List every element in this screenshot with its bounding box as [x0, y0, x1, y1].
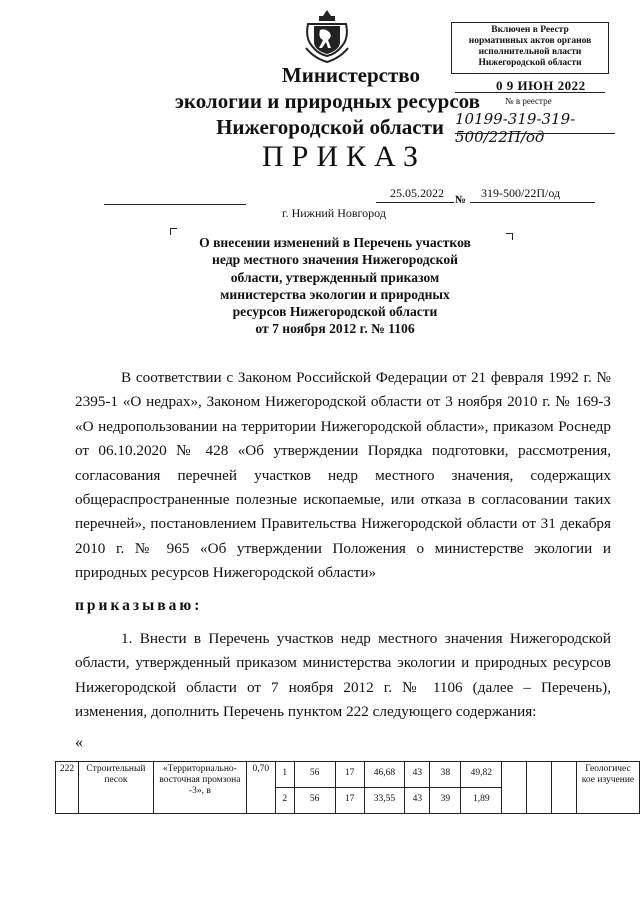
city: г. Нижний Новгород [282, 206, 386, 220]
ministry-line: экологии и природных ресурсов [174, 89, 480, 113]
order-subject [170, 234, 500, 338]
ministry-name [150, 62, 480, 140]
lon-degrees: 43 [405, 788, 430, 814]
subject-line: недр местного значения Нижегородской [212, 252, 458, 268]
site-name: «Территориально-восточная промзона -3», в [153, 762, 246, 814]
lon-minutes: 38 [430, 762, 461, 788]
date-underline [376, 202, 454, 203]
lat-seconds: 33,55 [364, 788, 405, 814]
order-date: 25.05.2022 [390, 186, 444, 200]
open-quote: « [75, 734, 83, 751]
stamp-line: Нижегородской области [478, 58, 582, 68]
order-number: 319-500/22П/од [481, 186, 561, 200]
row-number: 222 [56, 762, 79, 814]
empty-cell [502, 762, 527, 814]
lon-seconds: 49,82 [461, 762, 502, 788]
stamp-line: исполнительной власти [478, 47, 582, 57]
lat-degrees: 56 [294, 762, 335, 788]
table-row [56, 762, 640, 788]
stamp-registry-label: № в реестре [505, 96, 552, 106]
number-sign: № [455, 194, 467, 206]
point-number: 2 [275, 788, 294, 814]
subject-line: министерства экологии и природных [220, 286, 450, 302]
number-underline [470, 202, 595, 203]
corner-bracket-right [506, 233, 513, 240]
subject-line: ресурсов Нижегородской области [232, 304, 438, 320]
subject-line: области, утвержденный приказом [230, 269, 440, 285]
lat-degrees: 56 [294, 788, 335, 814]
preamble-paragraph: В соответствии с Законом Российской Федерации от 21 февраля 1992 г. № 2395-1 «О недрах», Законом Нижегородской области от 3 ноября 2010 г. № 169-З «О недропользовании на территории Нижегородской области», приказом Роснедр от 06.10.2020 № 428 «Об утверждении Порядка подготовки, рассмотрения, согласования перечней участков недр местного значения, содержащих общераспространенные полезные ископаемые, или отказа в согласовании таких перечней», постановлением Правительства Нижегородской области от 31 декабря 2010 г. № 965 «Об утверждении Положения о министерстве экологии и природных ресурсов Нижегородской области» [75, 369, 611, 582]
stamp-date: 0 9 ИЮН 2022 [496, 78, 586, 93]
coat-of-arms-icon [304, 8, 350, 64]
document-title: ПРИКАЗ [262, 140, 426, 173]
point-number: 1 [275, 762, 294, 788]
lon-degrees: 43 [405, 762, 430, 788]
site-area: 0,70 [246, 762, 275, 814]
usage-purpose: Геологичес кое изучение [576, 762, 639, 814]
ministry-line: Министерство [281, 63, 420, 87]
lat-minutes: 17 [335, 762, 364, 788]
empty-cell [527, 762, 552, 814]
sites-table [55, 761, 640, 814]
stamp-registry-number: 10199-319-319-500/22П/од [455, 110, 576, 146]
item-1-paragraph: 1. Внести в Перечень участков недр местного значения Нижегородской области, утвержденный приказом министерства экологии и природных ресурсов Нижегородской области от 7 ноября 2012 г. № 1106 (далее – Перечень), изменения, дополнить Перечень пунктом 222 следующего содержания: [75, 630, 611, 721]
lat-minutes: 17 [335, 788, 364, 814]
lat-seconds: 46,68 [364, 762, 405, 788]
orders-keyword: приказываю: [75, 597, 203, 614]
date-line [104, 204, 246, 205]
mineral-type: Строительный песок [78, 762, 153, 814]
subject-line: О внесении изменений в Перечень участков [199, 235, 471, 250]
ministry-line: Нижегородской области [216, 115, 444, 139]
stamp-line: нормативных актов органов [468, 36, 592, 46]
stamp-line: Включен в Реестр [491, 25, 569, 35]
subject-line: от 7 ноября 2012 г. № 1106 [255, 321, 415, 337]
lon-minutes: 39 [430, 788, 461, 814]
empty-cell [552, 762, 577, 814]
lon-seconds: 1,89 [461, 788, 502, 814]
